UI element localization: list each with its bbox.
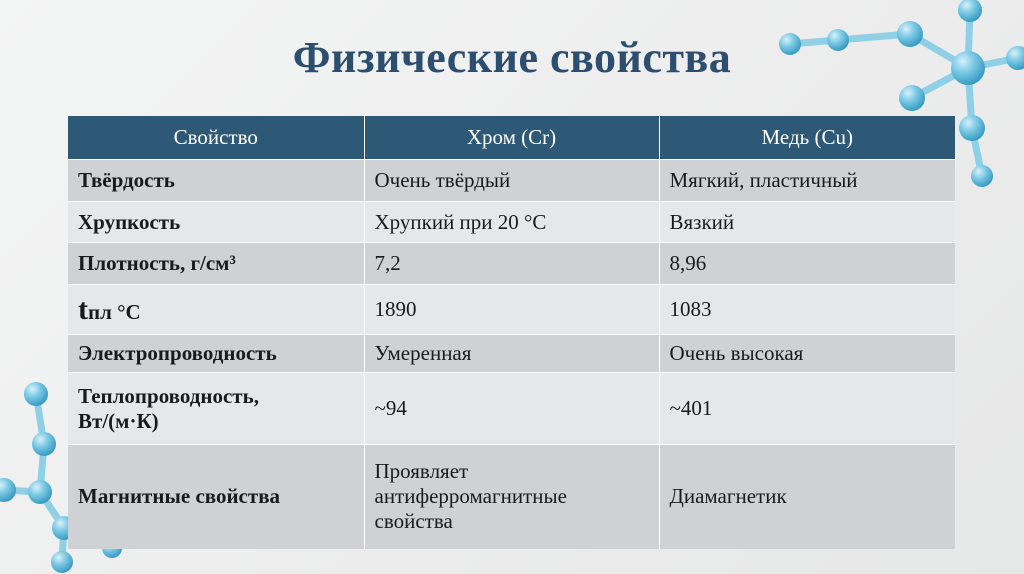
copper-cell: 1083 bbox=[659, 285, 955, 335]
chromium-cell: 7,2 bbox=[364, 243, 659, 285]
property-cell bbox=[68, 373, 364, 445]
copper-cell: Очень высокая bbox=[659, 335, 955, 373]
property-cell: Хрупкость bbox=[68, 202, 364, 243]
cell-line: антиферромагнитные bbox=[374, 484, 567, 509]
table-row bbox=[68, 373, 955, 445]
property-cell bbox=[68, 285, 364, 335]
cell-line: свойства bbox=[374, 509, 453, 534]
header-property: Свойство bbox=[68, 116, 364, 160]
copper-cell: ~401 bbox=[659, 373, 955, 445]
copper-cell: Мягкий, пластичный bbox=[659, 160, 955, 202]
property-line: Теплопроводность, bbox=[78, 383, 259, 408]
table-row bbox=[68, 243, 955, 285]
properties-table bbox=[68, 116, 955, 549]
cell-line: Проявляет bbox=[374, 459, 469, 484]
header-copper: Медь (Cu) bbox=[659, 116, 955, 160]
table-row bbox=[68, 335, 955, 373]
chromium-cell: ~94 bbox=[364, 373, 659, 445]
melting-label: пл °С bbox=[88, 299, 141, 324]
table-row bbox=[68, 285, 955, 335]
header-chromium: Хром (Cr) bbox=[364, 116, 659, 160]
property-cell: Магнитные свойства bbox=[68, 445, 364, 549]
table-header-row bbox=[68, 116, 955, 160]
property-cell: Твёрдость bbox=[68, 160, 364, 202]
chromium-cell: Очень твёрдый bbox=[364, 160, 659, 202]
table-row bbox=[68, 202, 955, 243]
property-cell: Плотность, г/см³ bbox=[68, 243, 364, 285]
property-line: Вт/(м·К) bbox=[78, 408, 159, 433]
property-cell: Электропроводность bbox=[68, 335, 364, 373]
chromium-cell: Хрупкий при 20 °С bbox=[364, 202, 659, 243]
copper-cell: Диамагнетик bbox=[659, 445, 955, 549]
chromium-cell: 1890 bbox=[364, 285, 659, 335]
table-row bbox=[68, 445, 955, 549]
copper-cell: 8,96 bbox=[659, 243, 955, 285]
slide-title: Физические свойства bbox=[292, 33, 732, 82]
chromium-cell: Умеренная bbox=[364, 335, 659, 373]
copper-cell: Вязкий bbox=[659, 202, 955, 243]
chromium-cell bbox=[364, 445, 659, 549]
melting-t-symbol: t bbox=[78, 292, 88, 326]
table-row bbox=[68, 160, 955, 202]
